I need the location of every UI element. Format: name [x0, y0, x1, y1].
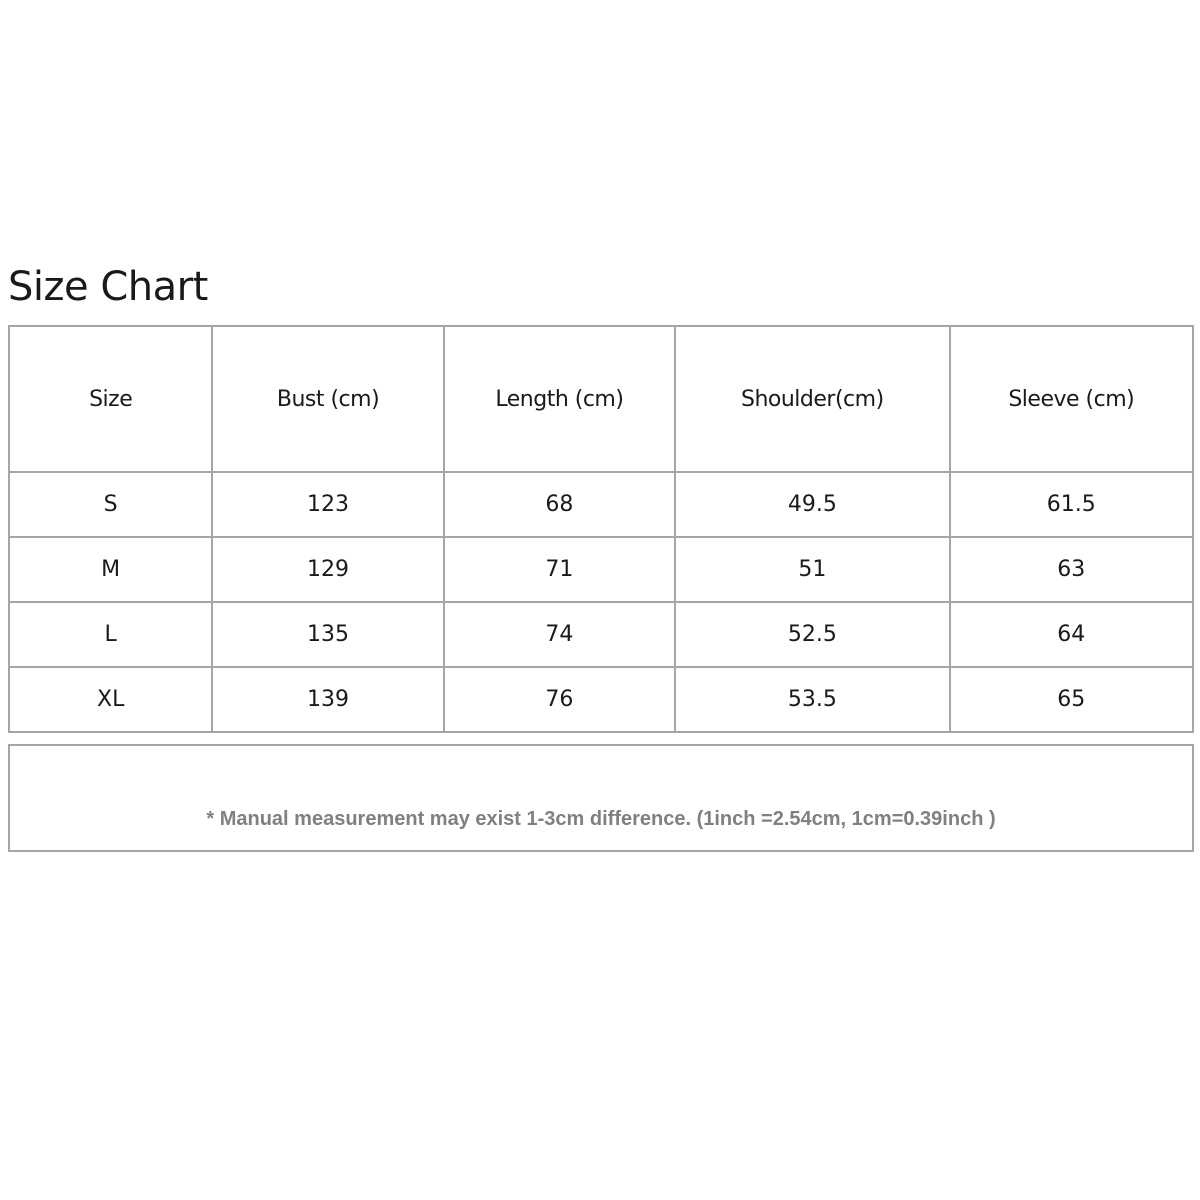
cell-bust: 129 — [212, 537, 443, 602]
cell-sleeve: 61.5 — [950, 472, 1193, 537]
cell-shoulder: 52.5 — [675, 602, 949, 667]
cell-length: 68 — [444, 472, 675, 537]
table-row — [9, 602, 1193, 667]
cell-bust: 139 — [212, 667, 443, 732]
table-row — [9, 667, 1193, 732]
table-header-row — [9, 326, 1193, 472]
cell-sleeve: 65 — [950, 667, 1193, 732]
cell-shoulder: 51 — [675, 537, 949, 602]
cell-shoulder: 49.5 — [675, 472, 949, 537]
cell-shoulder: 53.5 — [675, 667, 949, 732]
cell-sleeve: 63 — [950, 537, 1193, 602]
cell-sleeve: 64 — [950, 602, 1193, 667]
header-size: Size — [9, 326, 212, 472]
header-length: Length (cm) — [444, 326, 675, 472]
header-sleeve: Sleeve (cm) — [950, 326, 1193, 472]
cell-length: 74 — [444, 602, 675, 667]
cell-length: 76 — [444, 667, 675, 732]
measurement-note-box — [8, 744, 1194, 852]
table-row — [9, 537, 1193, 602]
cell-size: M — [9, 537, 212, 602]
header-bust: Bust (cm) — [212, 326, 443, 472]
cell-bust: 135 — [212, 602, 443, 667]
size-chart-table — [8, 325, 1194, 733]
cell-length: 71 — [444, 537, 675, 602]
cell-size: L — [9, 602, 212, 667]
page-title: Size Chart — [8, 264, 208, 310]
cell-size: XL — [9, 667, 212, 732]
cell-bust: 123 — [212, 472, 443, 537]
measurement-note: * Manual measurement may exist 1-3cm difference. (1inch =2.54cm, 1cm=0.39inch ) — [206, 808, 996, 830]
cell-size: S — [9, 472, 212, 537]
header-shoulder: Shoulder(cm) — [675, 326, 949, 472]
table-row — [9, 472, 1193, 537]
